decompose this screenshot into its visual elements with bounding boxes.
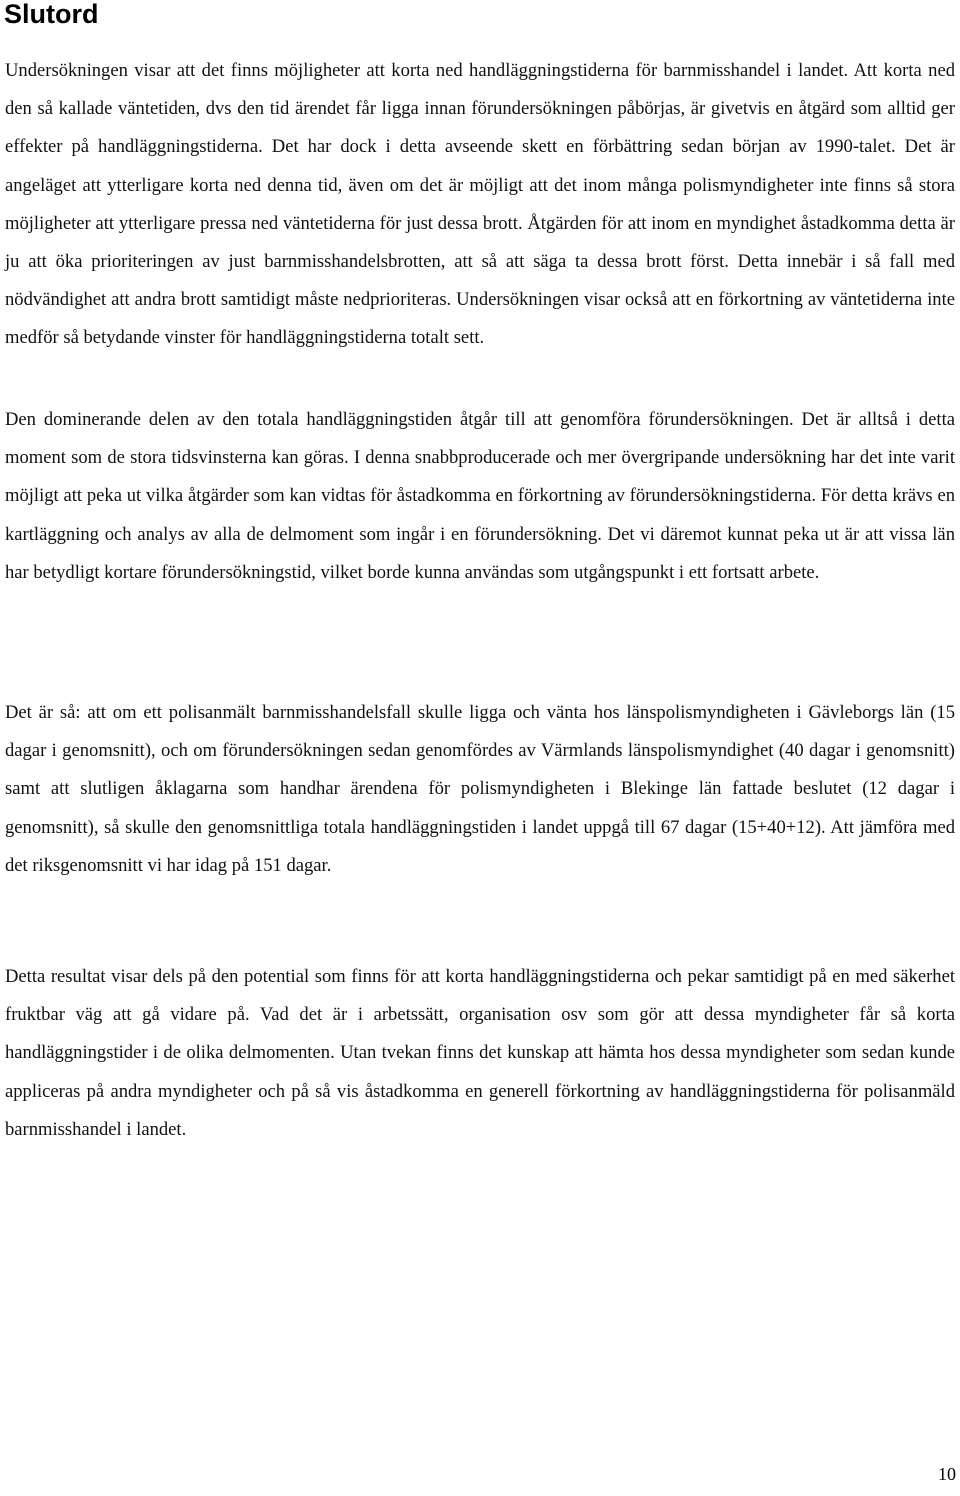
paragraph-1: Undersökningen visar att det finns möjligheter att korta ned handläggningstiderna för barnmisshandel i landet. Att korta ned den så kallade väntetiden, dvs den tid ärendet får ligga innan förundersökningen påbörjas, är givetvis en åtgärd som alltid ger effekter på handläggningstiderna. Det har dock i detta avseende skett en förbättring sedan början av 1990-talet. Det är angeläget att ytterligare korta ned denna tid, även om det är möjligt att det inom många polismyndigheter inte finns så stora möjligheter att ytterligare pressa ned väntetiderna för just dessa brott. Åtgärden för att inom en myndighet åstadkomma detta är ju att öka prioriteringen av just barnmisshandelsbrotten, att så att säga ta dessa brott först. Detta innebär i så fall med nödvändighet att andra brott samtidigt måste nedprioriteras. Undersökningen visar också att en förkortning av väntetiderna inte medför så betydande vinster för handläggningstiderna totalt sett. bbox=[5, 60, 955, 349]
paragraph-3: Det är så: att om ett polisanmält barnmisshandelsfall skulle ligga och vänta hos länspolismyndigheten i Gävleborgs län (15 dagar i genomsnitt), och om förundersökningen sedan genomfördes av Värmlands länspolismyndighet (40 dagar i genomsnitt) samt att slutligen åklagarna som handhar ärendena för polismyndigheten i Blekinge län fattade beslutet (12 dagar i genomsnitt), så skulle den genomsnittliga totala handläggningstiden i landet uppgå till 67 dagar (15+40+12). Att jämföra med det riksgenomsnitt vi har idag på 151 dagar. bbox=[5, 702, 955, 876]
paragraph-4: Detta resultat visar dels på den potential som finns för att korta handläggningstiderna och pekar samtidigt på en med säkerhet fruktbar väg att gå vidare på. Vad det är i arbetssätt, organisation osv som gör att dessa myndigheter får så korta handläggningstider i de olika delmomenten. Utan tvekan finns det kunskap att hämta hos dessa myndigheter som sedan kunde appliceras på andra myndigheter och på så vis åstadkomma en generell förkortning av handläggningstiderna för polisanmäld barnmisshandel i landet. bbox=[5, 966, 955, 1140]
section-heading: Slutord bbox=[4, 0, 99, 29]
paragraph-2: Den dominerande delen av den totala handläggningstiden åtgår till att genomföra förundersökningen. Det är alltså i detta moment som de stora tidsvinsterna kan göras. I denna snabbproducerade och mer övergripande undersökning har det inte varit möjligt att peka ut vilka åtgärder som kan vidtas för åstadkomma en förkortning av förundersökningstiderna. För detta krävs en kartläggning och analys av alla de delmoment som ingår i en förundersökning. Det vi däremot kunnat peka ut är att vissa län har betydligt kortare förundersökningstid, vilket borde kunna användas som utgångspunkt i ett fortsatt arbete. bbox=[5, 409, 955, 583]
page-number: 10 bbox=[938, 1464, 956, 1484]
